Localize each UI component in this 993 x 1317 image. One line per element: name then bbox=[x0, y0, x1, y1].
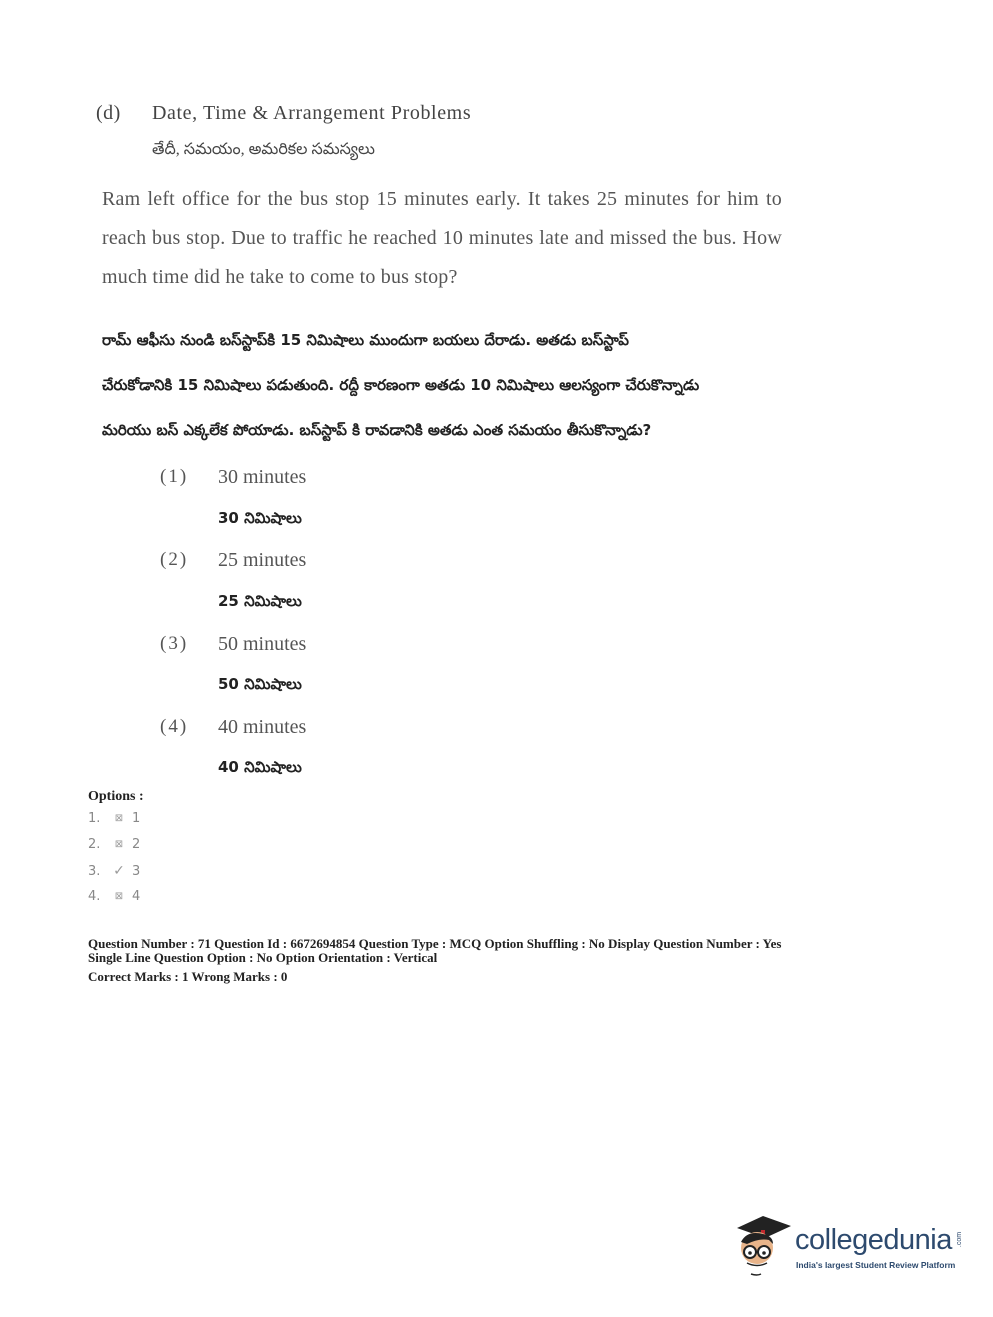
choice-english: 25 minutes bbox=[218, 549, 307, 571]
check-icon: ✓ bbox=[113, 863, 125, 879]
graduate-mascot-icon bbox=[733, 1208, 795, 1278]
cross-icon: ⊠ bbox=[114, 891, 124, 902]
question-telugu-line: రామ్ ఆఫీసు నుండి బస్‌స్టాప్‌కి 15 నిమిషాలు ముందుగా బయలు దేరాడు. అతడు బస్‌స్టాప్ bbox=[102, 331, 629, 349]
answer-option bbox=[88, 863, 140, 879]
choice-number: (1) bbox=[160, 466, 189, 487]
answer-value: 4 bbox=[132, 889, 141, 904]
options-label: Options : bbox=[88, 789, 144, 804]
cross-icon: ⊠ bbox=[114, 813, 124, 824]
answer-option bbox=[88, 837, 140, 852]
section-title-telugu: తేదీ, సమయం, అమరికల సమస్యలు bbox=[152, 141, 375, 158]
choice-english: 30 minutes bbox=[218, 466, 307, 488]
choice-telugu: 40 నిమిషాలు bbox=[218, 758, 302, 776]
choice-english: 50 minutes bbox=[218, 633, 307, 655]
question-english: Ram left office for the bus stop 15 minutes early. It takes 25 minutes for him to reach bus stop. Due to traffic he reached 10 minutes late and missed the bus. How much time did he take to come to bus stop? bbox=[102, 188, 782, 288]
cross-icon: ⊠ bbox=[114, 839, 124, 850]
choice-number: (3) bbox=[160, 633, 189, 654]
answer-index: 3. bbox=[88, 863, 101, 879]
choice-number: (2) bbox=[160, 549, 189, 570]
choice-number: (4) bbox=[160, 716, 189, 737]
question-telugu-line: మరియు బస్ ఎక్కలేక పోయాడు. బస్‌స్టాప్ కి రావడానికి అతడు ఎంత సమయం తీసుకొన్నాడు? bbox=[102, 421, 652, 439]
question-meta-line: Question Number : 71 Question Id : 6672694854 Question Type : MCQ Option Shuffling : No Display Question Number : Yes bbox=[88, 936, 782, 951]
choice-english: 40 minutes bbox=[218, 716, 307, 738]
choice-telugu: 30 నిమిషాలు bbox=[218, 509, 302, 527]
question-telugu-line: చేరుకోడానికి 15 నిమిషాలు పడుతుంది. రద్దీ కారణంగా అతడు 10 నిమిషాలు ఆలస్యంగా చేరుకొన్నాడు bbox=[102, 376, 700, 394]
answer-option bbox=[88, 889, 140, 904]
collegedunia-logo[interactable] bbox=[733, 1208, 963, 1278]
section-title: Date, Time & Arrangement Problems bbox=[152, 102, 472, 124]
logo-tagline: India's largest Student Review Platform bbox=[796, 1260, 956, 1270]
question-telugu bbox=[102, 318, 792, 453]
question-meta-line: Correct Marks : 1 Wrong Marks : 0 bbox=[88, 969, 288, 984]
logo-wordmark: collegedunia bbox=[795, 1224, 952, 1256]
answer-option bbox=[88, 811, 140, 826]
choice-telugu: 25 నిమిషాలు bbox=[218, 592, 302, 610]
answer-index: 4. bbox=[88, 889, 101, 904]
answer-index: 2. bbox=[88, 837, 101, 852]
answer-value: 3 bbox=[132, 863, 141, 879]
answer-value: 1 bbox=[132, 811, 141, 826]
section-letter: (d) bbox=[96, 102, 121, 124]
question-meta-line: Single Line Question Option : No Option Orientation : Vertical bbox=[88, 950, 438, 965]
answer-index: 1. bbox=[88, 811, 101, 826]
choice-telugu: 50 నిమిషాలు bbox=[218, 675, 302, 693]
logo-suffix: .com bbox=[956, 1231, 964, 1248]
answer-value: 2 bbox=[132, 837, 141, 852]
